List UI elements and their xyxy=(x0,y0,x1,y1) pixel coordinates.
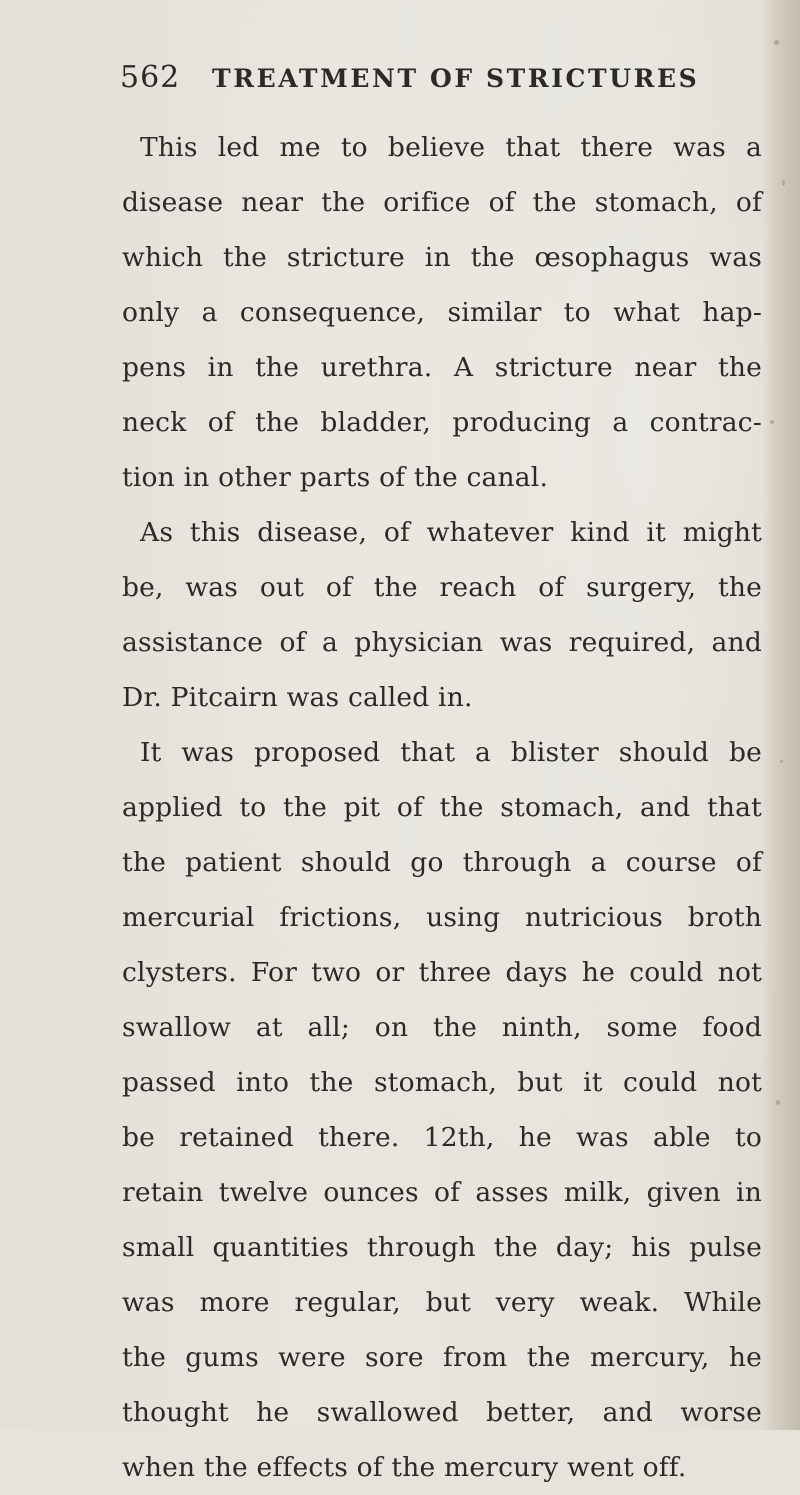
running-title: TREATMENT OF STRICTURES xyxy=(212,64,700,93)
text-line: It was proposed that a blister should be xyxy=(140,737,762,768)
text-line: be, was out of the reach of surgery, the xyxy=(122,572,762,603)
body-text xyxy=(122,120,762,1495)
text-line: clysters. For two or three days he could not xyxy=(122,957,762,988)
text-line: As this disease, of whatever kind it might xyxy=(140,517,762,548)
text-line: passed into the stomach, but it could not xyxy=(122,1067,762,1098)
text-line: be retained there. 12th, he was able to xyxy=(122,1122,762,1153)
edge-speck xyxy=(770,420,774,424)
edge-speck xyxy=(782,180,785,186)
text-line: which the stricture in the œsophagus was xyxy=(122,242,762,273)
text-line: thought he swallowed better, and worse xyxy=(122,1397,762,1428)
text-line: small quantities through the day; his pulse xyxy=(122,1232,762,1263)
text-line: assistance of a physician was required, and xyxy=(122,627,762,658)
text-line: was more regular, but very weak. While xyxy=(122,1287,762,1318)
text-line: tion in other parts of the canal. xyxy=(122,462,549,493)
text-line: when the effects of the mercury went off. xyxy=(122,1452,687,1483)
text-line: the gums were sore from the mercury, he xyxy=(122,1342,762,1373)
text-line: neck of the bladder, producing a contrac- xyxy=(122,407,762,438)
edge-speck xyxy=(780,760,783,763)
page-number: 562 xyxy=(120,60,181,95)
page-edge xyxy=(762,0,800,1430)
page-header xyxy=(120,60,720,104)
text-line: applied to the pit of the stomach, and that xyxy=(122,792,762,823)
text-line: This led me to believe that there was a xyxy=(140,132,762,163)
text-line: the patient should go through a course of xyxy=(122,847,762,878)
text-line: disease near the orifice of the stomach, of xyxy=(122,187,762,218)
text-line: pens in the urethra. A stricture near the xyxy=(122,352,762,383)
text-line: retain twelve ounces of asses milk, given in xyxy=(122,1177,762,1208)
text-line: mercurial frictions, using nutricious broth xyxy=(122,902,762,933)
edge-speck xyxy=(774,40,779,45)
text-line: only a consequence, similar to what hap- xyxy=(122,297,762,328)
text-line: Dr. Pitcairn was called in. xyxy=(122,682,473,713)
text-line: swallow at all; on the ninth, some food xyxy=(122,1012,762,1043)
edge-speck xyxy=(776,1100,780,1105)
